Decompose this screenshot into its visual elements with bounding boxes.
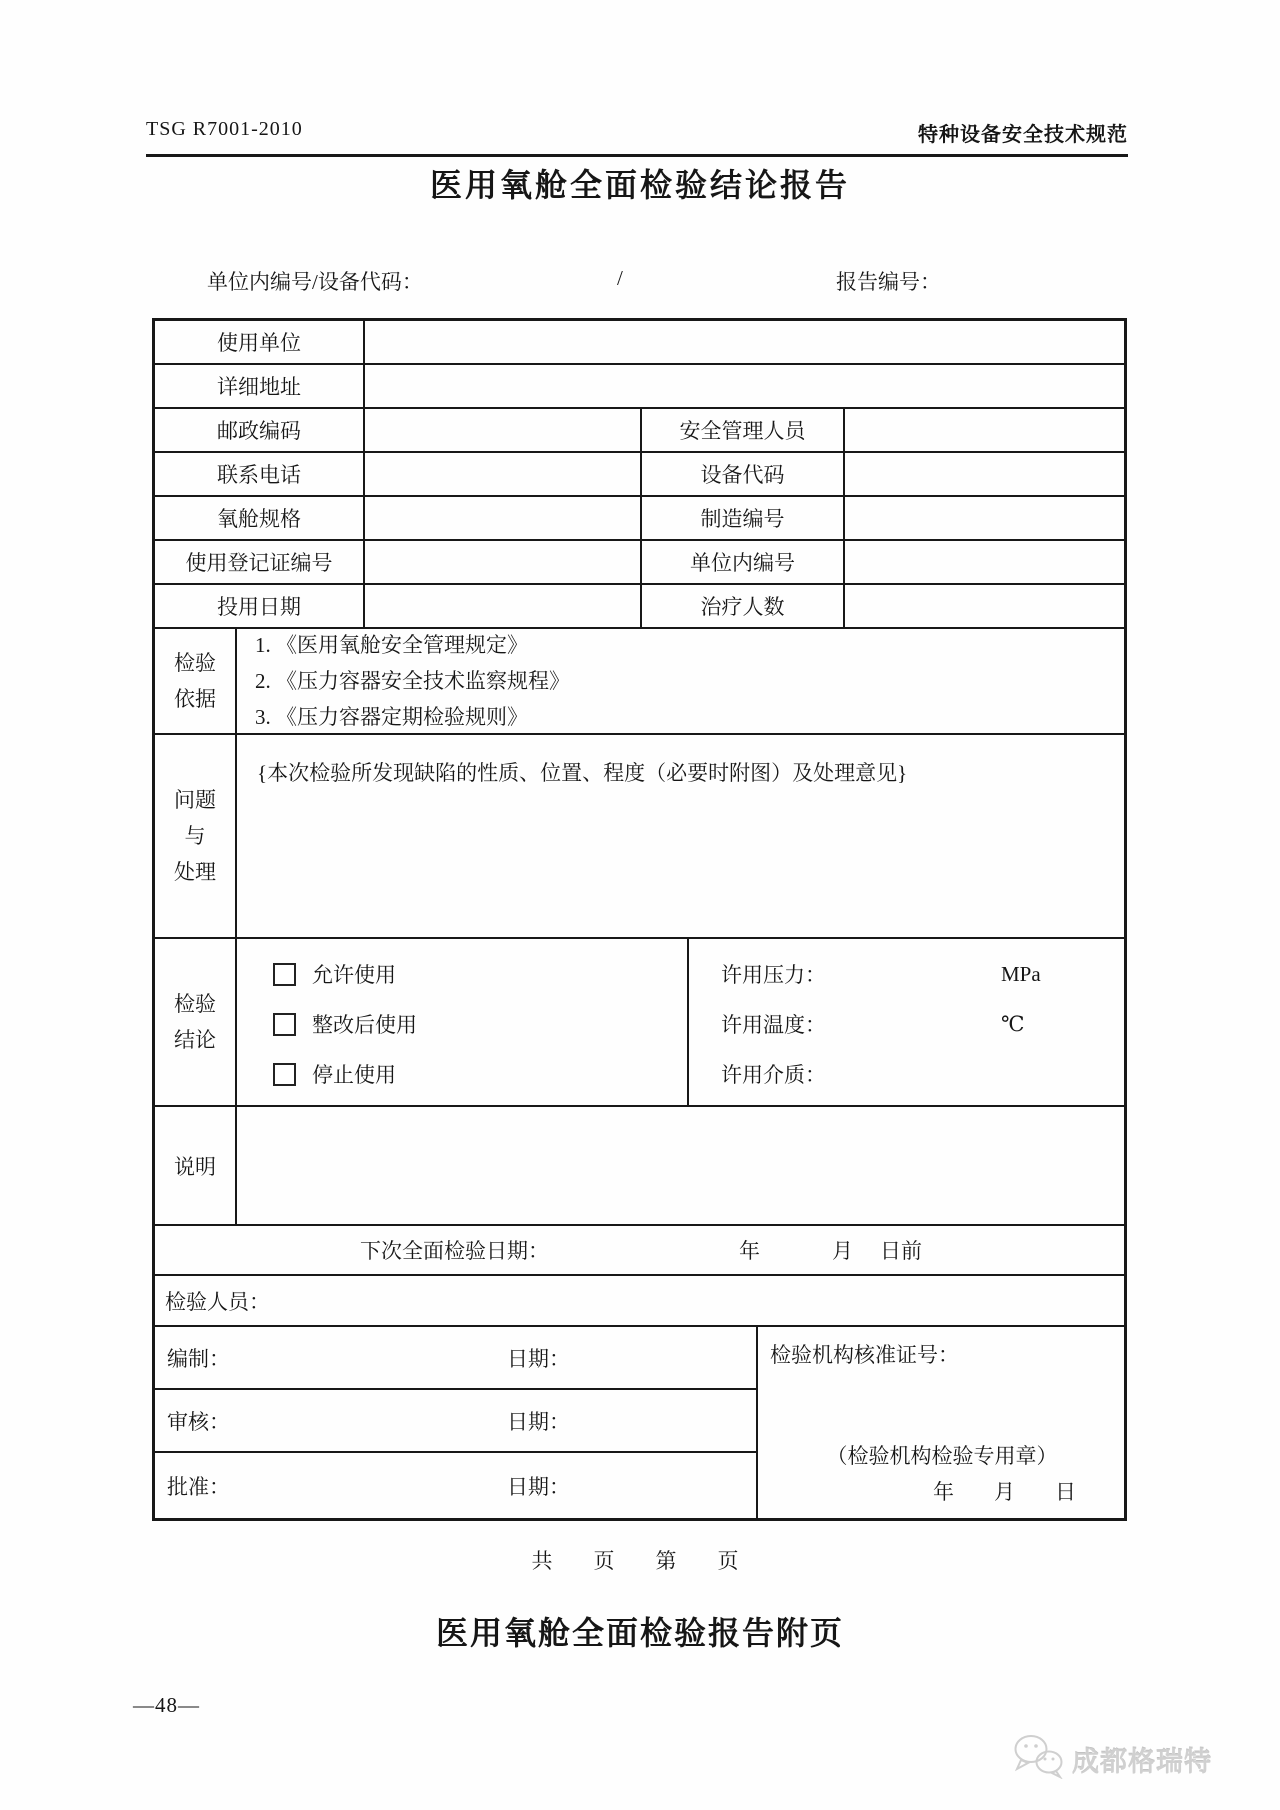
table-row — [155, 321, 1124, 365]
report-number-label: 报告编号： — [836, 270, 941, 294]
table-row — [155, 365, 1124, 409]
checkbox-allow-use-icon — [273, 963, 296, 986]
inspection-basis-items — [237, 629, 1124, 733]
checkbox-stop-use-icon — [273, 1063, 296, 1086]
field-label: 氧舱规格 — [155, 497, 365, 539]
meta-line — [0, 266, 1280, 296]
field-label: 使用登记证编号 — [155, 541, 365, 583]
field-label: 治疗人数 — [642, 585, 845, 627]
inspectors-label: 检验人员： — [165, 1289, 270, 1314]
field-value — [365, 365, 1124, 407]
table-row — [155, 585, 1124, 629]
notes-row — [155, 1107, 1124, 1226]
inspection-basis-row — [155, 629, 1124, 735]
org-stamp-date: 年 月 日 — [933, 1480, 1076, 1504]
inspection-basis-label: 检验 依据 — [155, 629, 237, 733]
field-value — [845, 541, 1124, 583]
field-label: 联系电话 — [155, 453, 365, 495]
field-label: 单位内编号 — [642, 541, 845, 583]
temperature-unit: ℃ — [1001, 1011, 1025, 1036]
option-use-after-rectify — [273, 999, 417, 1049]
page-number: —48— — [133, 1693, 200, 1717]
field-label: 制造编号 — [642, 497, 845, 539]
watermark — [1012, 1733, 1212, 1786]
field-value — [365, 453, 642, 495]
basis-item: 1. 《医用氧舱安全管理规定》 — [255, 633, 528, 657]
problems-label: 问题 与 处理 — [155, 735, 237, 937]
option-allow-use — [273, 949, 396, 999]
field-label: 详细地址 — [155, 365, 365, 407]
field-value — [365, 497, 642, 539]
checkbox-use-after-rectify-icon — [273, 1013, 296, 1036]
field-label: 投用日期 — [155, 585, 365, 627]
field-value — [845, 585, 1124, 627]
device-code-label: 单位内编号/设备代码： — [207, 270, 423, 294]
reviewed-date-label: 日期： — [507, 1409, 570, 1434]
field-value — [845, 409, 1124, 451]
pressure-unit: MPa — [1001, 961, 1041, 986]
next-inspection-month: 月 — [832, 1239, 853, 1263]
next-inspection-day: 日前 — [880, 1239, 922, 1263]
org-cert-label: 检验机构核准证号： — [770, 1343, 959, 1367]
table-row — [155, 541, 1124, 585]
table-row — [155, 453, 1124, 497]
prepared-by-label: 编制： — [167, 1346, 230, 1371]
approval-block — [155, 1327, 1124, 1518]
field-label: 安全管理人员 — [642, 409, 845, 451]
basis-item: 2. 《压力容器安全技术监察规程》 — [255, 669, 570, 693]
next-inspection-cell — [155, 1226, 1124, 1274]
report-title: 医用氧舱全面检验结论报告 — [429, 167, 850, 203]
approval-sign-column — [155, 1327, 758, 1518]
field-value — [365, 321, 1124, 363]
conclusion-row — [155, 939, 1124, 1107]
field-value — [845, 453, 1124, 495]
page-header — [146, 118, 1128, 157]
inspectors-row — [155, 1276, 1124, 1327]
watermark-text: 成都格瑞特 — [1072, 1747, 1212, 1777]
option-label: 整改后使用 — [312, 1013, 417, 1037]
option-label: 停止使用 — [312, 1063, 396, 1087]
problems-content — [237, 735, 1124, 937]
field-label: 邮政编码 — [155, 409, 365, 451]
org-stamp-note: （检验机构检验专用章） — [826, 1444, 1058, 1468]
conclusion-label: 检验 结论 — [155, 939, 237, 1105]
approved-by-label: 批准： — [167, 1474, 230, 1499]
pagination-line: 共 页 第 页 — [531, 1549, 749, 1573]
device-code-slash: / — [617, 266, 623, 290]
allowed-temperature: 许用温度： ℃ — [721, 1011, 1025, 1037]
report-table — [152, 318, 1127, 1521]
conclusion-options — [237, 939, 689, 1105]
inspection-org-cell — [758, 1327, 1124, 1518]
next-inspection-year: 年 — [739, 1239, 760, 1263]
field-value — [365, 409, 642, 451]
field-value — [365, 541, 642, 583]
allowed-pressure: 许用压力： MPa — [721, 961, 1041, 987]
prepared-by-row — [155, 1327, 756, 1390]
allowed-medium: 许用介质： — [721, 1063, 826, 1087]
notes-content — [237, 1107, 1124, 1224]
field-label: 设备代码 — [642, 453, 845, 495]
field-value — [365, 585, 642, 627]
appendix-title: 医用氧舱全面检验报告附页 — [435, 1615, 844, 1651]
header-doc-code: TSG R7001-2010 — [146, 118, 303, 140]
prepared-date-label: 日期： — [507, 1346, 570, 1371]
field-label: 使用单位 — [155, 321, 365, 363]
conclusion-params — [689, 939, 1124, 1105]
field-value — [845, 497, 1124, 539]
header-spec-name: 特种设备安全技术规范 — [918, 124, 1128, 146]
reviewed-by-label: 审核： — [167, 1409, 230, 1434]
table-row — [155, 497, 1124, 541]
approved-date-label: 日期： — [507, 1474, 570, 1499]
reviewed-by-row — [155, 1390, 756, 1453]
next-inspection-label: 下次全面检验日期： — [360, 1239, 549, 1263]
table-row — [155, 409, 1124, 453]
next-inspection-row — [155, 1226, 1124, 1276]
approved-by-row — [155, 1453, 756, 1518]
wechat-icon — [1012, 1733, 1072, 1786]
problems-row — [155, 735, 1124, 939]
option-label: 允许使用 — [312, 963, 396, 987]
problems-hint: {本次检验所发现缺陷的性质、位置、程度（必要时附图）及处理意见} — [257, 761, 908, 785]
notes-label: 说明 — [155, 1107, 237, 1224]
option-stop-use — [273, 1049, 396, 1099]
basis-item: 3. 《压力容器定期检验规则》 — [255, 705, 528, 729]
